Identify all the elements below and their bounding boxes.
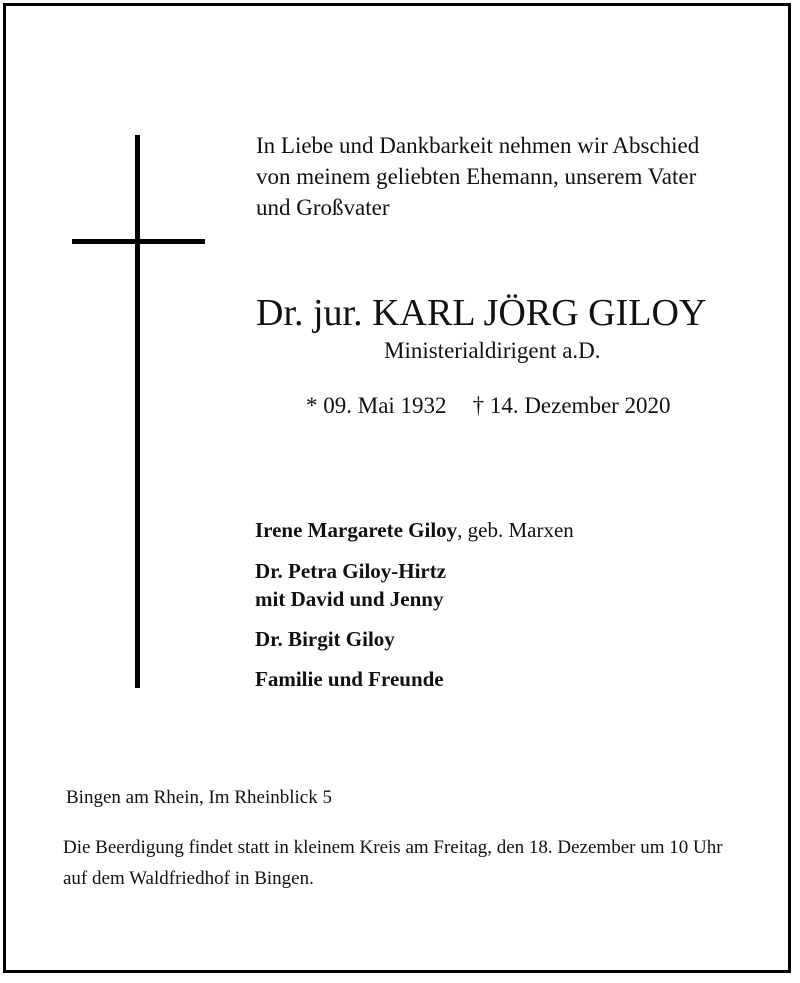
intro-line-3: und Großvater [256, 195, 390, 220]
funeral-line-1: Die Beerdigung findet statt in kleinem Kreis am Freitag, den 18. Dezember um 10 Uhr [63, 837, 723, 858]
deceased-name: Dr. jur. KARL JÖRG GILOY [256, 292, 707, 334]
cross-icon-bar [72, 239, 205, 244]
deceased-title: Ministerialdirigent a.D. [384, 338, 601, 363]
mourner-spouse-name: Irene Margarete Giloy [255, 518, 458, 542]
death-date: † 14. Dezember 2020 [472, 393, 671, 418]
mourners-list [255, 516, 574, 693]
mourner-child-1-name: Dr. Petra Giloy-Hirtz [255, 559, 447, 583]
funeral-info [63, 832, 723, 894]
mourner-child-1-family: mit David und Jenny [255, 587, 444, 611]
life-dates [306, 391, 671, 421]
intro-line-2: von meinem geliebten Ehemann, unserem Vater [256, 164, 697, 189]
notice-frame [3, 3, 791, 973]
intro-text [256, 130, 699, 223]
mourner-family: Familie und Freunde [255, 667, 444, 691]
address: Bingen am Rhein, Im Rheinblick 5 [66, 787, 332, 808]
mourner-child-1 [255, 557, 574, 613]
funeral-line-2: auf dem Waldfriedhof in Bingen. [63, 868, 314, 889]
birth-date: * 09. Mai 1932 [306, 393, 447, 418]
cross-icon [135, 135, 140, 688]
mourner-spouse-suffix: , geb. Marxen [457, 518, 574, 542]
mourner-child-2: Dr. Birgit Giloy [255, 627, 395, 651]
intro-line-1: In Liebe und Dankbarkeit nehmen wir Abschied [256, 133, 700, 158]
mourner-spouse [255, 516, 574, 544]
